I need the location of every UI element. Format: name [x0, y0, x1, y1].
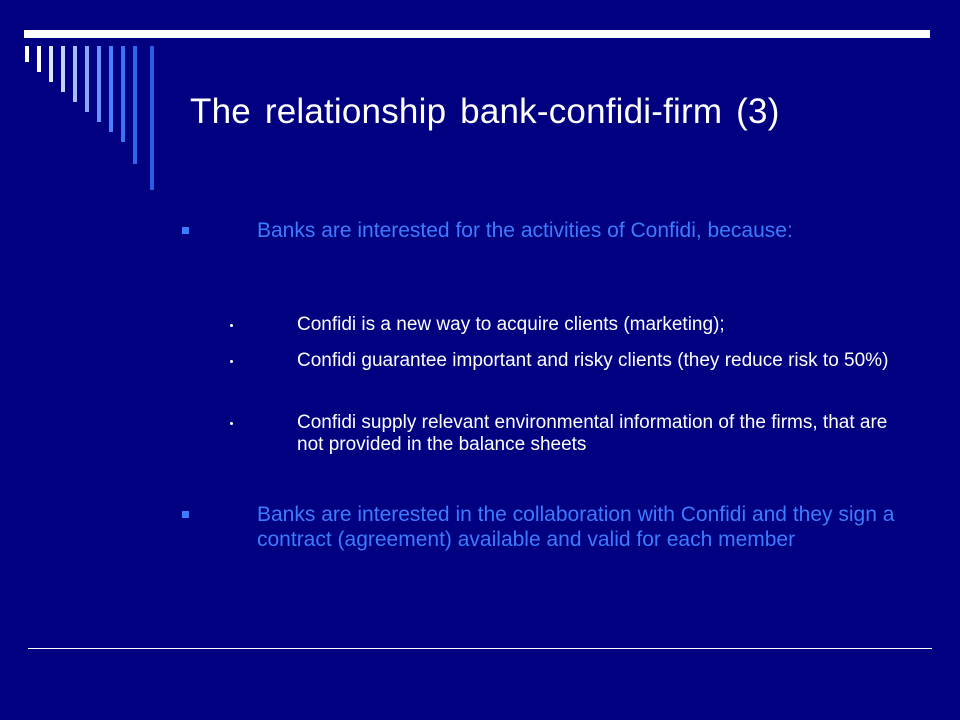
sub-bullet-item: [230, 350, 910, 372]
bottom-rule: [28, 648, 932, 649]
decorative-bar: [73, 46, 77, 102]
sub-bullet-item: [230, 412, 910, 456]
dot-bullet-icon: [230, 422, 233, 425]
decorative-bar: [97, 46, 101, 122]
sub-bullet-text: Confidi is a new way to acquire clients (marketing);: [297, 314, 725, 335]
decorative-bar: [85, 46, 89, 112]
decorative-bar: [37, 46, 41, 72]
square-bullet-icon: [182, 227, 189, 234]
decorative-bar: [49, 46, 53, 82]
decorative-bar: [109, 46, 113, 132]
square-bullet-icon: [182, 511, 189, 518]
sub-bullet-item: [230, 314, 910, 336]
dot-bullet-icon: [230, 360, 233, 363]
bullet-item: [191, 502, 931, 552]
bullet-text: Banks are interested for the activities of Confidi, because:: [257, 219, 793, 242]
sub-bullet-text: Confidi supply relevant environmental information of the firms, that are not provided in the balance sheets: [297, 412, 888, 455]
bullet-item: [191, 218, 891, 243]
decorative-bar: [121, 46, 125, 142]
sub-bullet-text: Confidi guarantee important and risky clients (they reduce risk to 50%): [297, 350, 889, 371]
slide-title: The relationship bank-confidi-firm (3): [190, 92, 780, 131]
decorative-bar: [133, 46, 137, 164]
decorative-bar: [61, 46, 65, 92]
bullet-text: Banks are interested in the collaboration with Confidi and they sign a contract (agreement) available and valid for each member: [257, 503, 895, 551]
decorative-bar: [150, 46, 154, 190]
dot-bullet-icon: [230, 324, 233, 327]
decorative-bar: [25, 46, 29, 62]
top-rule: [24, 30, 930, 38]
